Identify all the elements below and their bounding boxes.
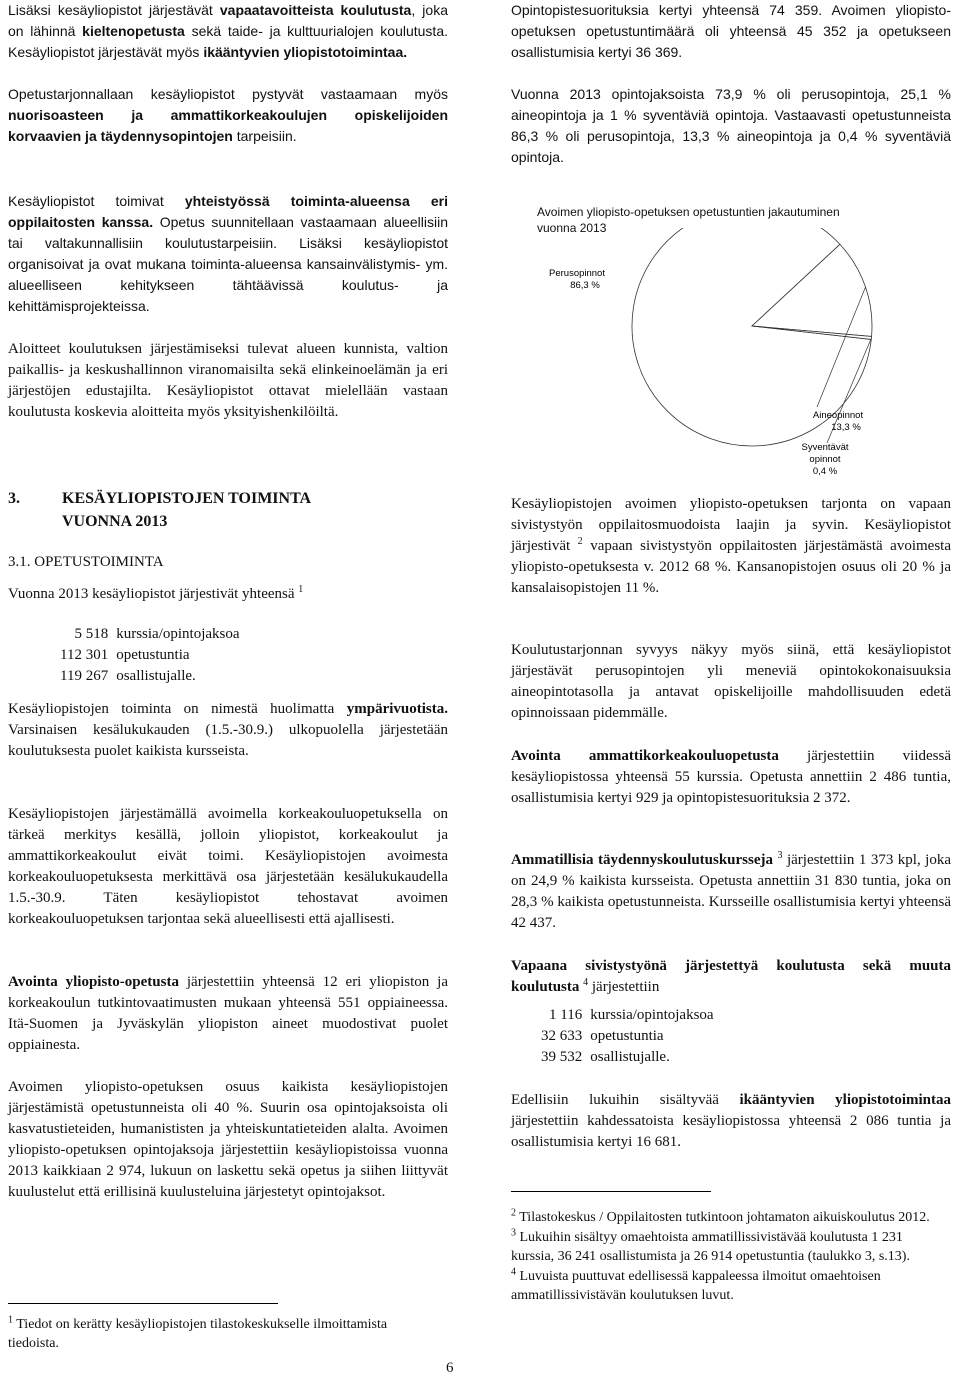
text-run: Edellisiin lukuihin sisältyvää (511, 1092, 740, 1108)
vapaa-bold: Vapaana sivistystyönä järjestettyä koulutusta sekä muuta koulutusta (511, 958, 951, 995)
footnote-1 (8, 1315, 428, 1353)
text-run: järjestettiin viidessä kesäyliopistossa yhteensä 55 kurssia. Opetusta annettiin 2 486 tuntia, osallistumisia kertyi 929 ja opintopistesuorituksia 2 372. (511, 748, 951, 806)
paragraph-aloitteet: Aloitteet koulutuksen järjestämiseksi tulevat alueen kunnista, valtion paikallis- ja keskushallinnon viranomaisilta sekä elinkeinoelämän ja eri järjestöjen edustajilta. Kesäyliopistot ottavat mielellään vastaan koulutusta koskevia aloitteita myös yksityishenkilöiltä. (8, 341, 448, 420)
footnote-number: 3 (511, 1227, 516, 1239)
footnote-4 (511, 1267, 941, 1305)
footnote-ref-3: 3 (777, 850, 783, 861)
text-run: Lisäksi kesäyliopistot järjestävät (8, 2, 220, 18)
paragraph-tarjonta (511, 494, 951, 599)
text-run: ikääntyvien yliopistotoimintaa. (203, 44, 408, 60)
footnote-1-text: Tiedot on kerätty kesäyliopistojen tilastokeskukselle ilmoittamista tiedoista. (8, 1317, 388, 1351)
footnote-text: Lukuihin sisältyy omaehtoista ammatillissivistävää koulutusta 1 231 kurssia, 36 241 osallistumista ja 26 914 opetustuntia (taulukko 3, s.13). (511, 1230, 910, 1264)
footnote-ref-1: 1 (298, 584, 304, 595)
footnote-ref-2: 2 (577, 536, 583, 547)
paragraph-ymparivuotista (8, 699, 448, 762)
intro-line (8, 584, 448, 605)
vapaa-rest: järjestettiin (591, 979, 660, 995)
text-run: Avointa ammattikorkeakouluopetusta (511, 748, 779, 764)
stat-row (541, 1026, 714, 1047)
paragraph-yhteistyo (8, 191, 448, 317)
stat-label: opetustuntia (116, 647, 190, 663)
paragraph-vapaatavoitteinen (8, 0, 448, 63)
text-run: Varsinaisen kesälukukauden (1.5.-30.9.) ulkopuolella järjestetään koulutuksesta puolet kaikista kursseista. (8, 722, 448, 759)
stat-label: kurssia/opintojaksoa (590, 1007, 714, 1023)
text-run: Avointa yliopisto-opetusta (8, 974, 179, 990)
footnote-2 (511, 1208, 941, 1227)
text-run: sekä taide- ja kulttuurialojen koulutusta. Kesäyliopistot järjestävät myös (8, 23, 448, 60)
pie-label-1: Aineopinnot 13,3 % (812, 410, 864, 433)
text-run: järjestettiin yhteensä 12 eri yliopiston ja korkeakoulun tutkintovaatimusten mukaan yhteensä 551 oppiaineessa. Itä-Suomen ja Jyväskylän yliopiston aineet muodostivat puolet oppiainesta. (8, 974, 448, 1053)
footnote-1-number: 1 (8, 1314, 13, 1326)
text-run: nuorisoasteen ja ammattikorkeakoulujen opiskelijoiden korvaavien ja täydennysopintojen (8, 107, 448, 144)
footnote-rule-right (511, 1191, 711, 1192)
paragraph-ikaantyvat (511, 1090, 951, 1153)
paragraph-opetustarjonta (8, 84, 448, 147)
section-heading (8, 487, 312, 533)
stat-label: osallistujalle. (590, 1049, 670, 1065)
footnote-text: Luvuista puuttuvat edellisessä kappaleessa ilmoitut omaehtoisen ammatillissivistävän koulutuksen luvut. (511, 1269, 881, 1303)
paragraph-vapaa-sivistystyo (511, 956, 951, 998)
pie-label-0: Perusopinnot 86,3 % (549, 268, 605, 291)
text-run: , joka on lähinnä (8, 2, 448, 39)
subheading: 3.1. OPETUSTOIMINTA (8, 554, 164, 570)
paragraph-osuus: Avoimen yliopisto-opetuksen osuus kaikista kesäyliopistojen järjestämistä opetustunneista oli 40 %. Suurin osa opintojaksoista oli kasvatustieteiden, humanististen ja yhteiskuntatieteiden alalta. Avoimen yliopisto-opetuksen opintojaksoja järjestettiin kesäyliopistoissa vuonna 2013 kaikkiaan 2 974, lukuun on laskettu sekä opetus ja siihen liittyvät kuulustelut että erillisinä kuulusteluina järjestetyt opintojaksot. (8, 1079, 448, 1200)
paragraph-opintopisteet: Opintopistesuorituksia kertyi yhteensä 74 359. Avoimen yliopisto-opetuksen opetustuntimäärä oli yhteensä 45 352 ja opetukseen osallistumisia kertyi 36 369. (511, 2, 951, 60)
stat-label: kurssia/opintojaksoa (116, 626, 240, 642)
page-number: 6 (446, 1360, 454, 1376)
stat-row (541, 1005, 714, 1026)
footnote-number: 2 (511, 1207, 516, 1219)
section-heading-line2: VUONNA 2013 (62, 513, 168, 530)
paragraph-syvyys: Koulutustarjonnan syvyys näkyy myös siinä, että kesäyliopistot järjestävät perusopintojen yli meneviä opintokokonaisuuksia aineopintotasolla ja antavat opiskelijoille mahdollisuuden edetä opinnoissaan pidemmälle. (511, 642, 951, 721)
stat-label: opetustuntia (590, 1028, 664, 1044)
stat-row (60, 624, 240, 645)
intro-text: Vuonna 2013 kesäyliopistot järjestivät yhteensä (8, 586, 295, 602)
text-run: vapaatavoitteista koulutusta (219, 2, 412, 18)
text-run: ikääntyvien yliopistotoimintaa (739, 1092, 951, 1108)
stat-number: 1 116 (549, 1007, 583, 1023)
pie-chart (520, 228, 940, 488)
text-run: kieltenopetusta (82, 23, 185, 39)
text-run: yhteistyössä toiminta-alueensa eri oppilaitosten kanssa. (8, 193, 448, 230)
section-heading-line1: KESÄYLIOPISTOJEN TOIMINTA (62, 490, 312, 507)
text-run: järjestettiin kahdessatoista kesäyliopistossa yhteensä 2 086 tuntia ja osallistumisia kertyi 16 681. (511, 1113, 951, 1150)
paragraph-avoin-yliopisto (8, 972, 448, 1056)
pie-label-2: Syventävät opinnot 0,4 % (801, 442, 849, 477)
text-run: Kesäyliopistojen toiminta on nimestä huolimatta (8, 701, 347, 717)
stats-table-2013 (60, 624, 240, 687)
paragraph-amk (511, 746, 951, 809)
text-run: Opetus suunnitellaan vastaamaan alueellisiin tai valtakunnallisiin koulutustarpeisiin. Lisäksi kesäyliopistot organisoivat ja ovat mukana toiminta-alueensa kansainvälistymis- ym. alueelliseen kehitykseen tähtäävissä koulutus- ja kehittämisprojekteissa. (8, 214, 448, 314)
stat-row (60, 666, 240, 687)
taydennys-rest: järjestettiin 1 373 kpl, joka on 24,9 % kaikista kursseista. Opetusta annettiin 31 830 tuntia, joka on 28,3 % kaikista opetustunneista. Kursseille osallistumisia kertyi yhteensä 42 437. (511, 852, 952, 931)
text-run: tarpeisiin. (232, 128, 297, 144)
footnote-rule-left (8, 1303, 278, 1304)
footnote-ref-4: 4 (583, 977, 589, 988)
paragraph-korkeakouluopetus: Kesäyliopistojen järjestämällä avoimella korkeakouluopetuksella on tärkeä merkitys kesällä, jolloin yliopistot, korkeakoulut ja ammattikorkeakoulut eivät toimi. Kesäyliopistojen avoimesta korkeakouluopetuksesta merkittävä osa järjestetään kesälukukaudella 1.5.-30.9. Täten kesäyliopistot tehostavat avoimen korkeakouluopetuksen tarjontaa sekä alueellisesti että ajallisesti. (8, 806, 448, 927)
text-run: ympärivuotista. (346, 701, 448, 717)
stat-row (541, 1047, 714, 1068)
text-run: Kesäyliopistot toimivat (8, 193, 185, 209)
paragraph-taydennys (511, 850, 951, 934)
chart-title: Avoimen yliopisto-opetuksen opetustuntien jakautuminen vuonna 2013 (537, 205, 840, 235)
stat-number: 39 532 (541, 1049, 583, 1065)
paragraph-opintojaksot: Vuonna 2013 opintojaksoista 73,9 % oli perusopintoja, 25,1 % aineopintoja ja 1 % syventäviä opintoja. Vastaavasti opetustunneista 86,3 % oli perusopintoja, 13,3 % aineopintoja ja 0,4 % syventäviä opintoja. (511, 86, 951, 165)
stat-row (60, 645, 240, 666)
text-run: Opetustarjonnallaan kesäyliopistot pystyvät vastaamaan myös (8, 86, 448, 102)
tarjonta-text-a: Kesäyliopistojen avoimen yliopisto-opetuksen tarjonta on vapaan sivistystyön oppilaitosmuodoista laajin ja syvin. Kesäyliopistot järjestivät (511, 496, 951, 554)
stat-number: 112 301 (60, 647, 109, 663)
footnotes-right (511, 1208, 941, 1306)
footnote-3 (511, 1228, 941, 1266)
stat-number: 32 633 (541, 1028, 583, 1044)
tarjonta-text-b: vapaan sivistystyön oppilaitosten järjestämästä avoimesta yliopisto-opetuksesta v. 2012 68 %. Kansanopistojen osuus oli 20 % ja kansalaisopistojen 11 %. (511, 538, 951, 596)
stat-label: osallistujalle. (116, 668, 196, 684)
stat-number: 5 518 (74, 626, 109, 642)
footnote-number: 4 (511, 1266, 516, 1278)
footnote-text: Tilastokeskus / Oppilaitosten tutkintoon johtamaton aikuiskoulutus 2012. (516, 1210, 930, 1225)
stats-table-vapaa (541, 1005, 714, 1068)
taydennys-bold: Ammatillisia täydennyskoulutuskursseja (511, 852, 774, 868)
stat-number: 119 267 (60, 668, 109, 684)
section-heading-number: 3. (8, 490, 20, 507)
